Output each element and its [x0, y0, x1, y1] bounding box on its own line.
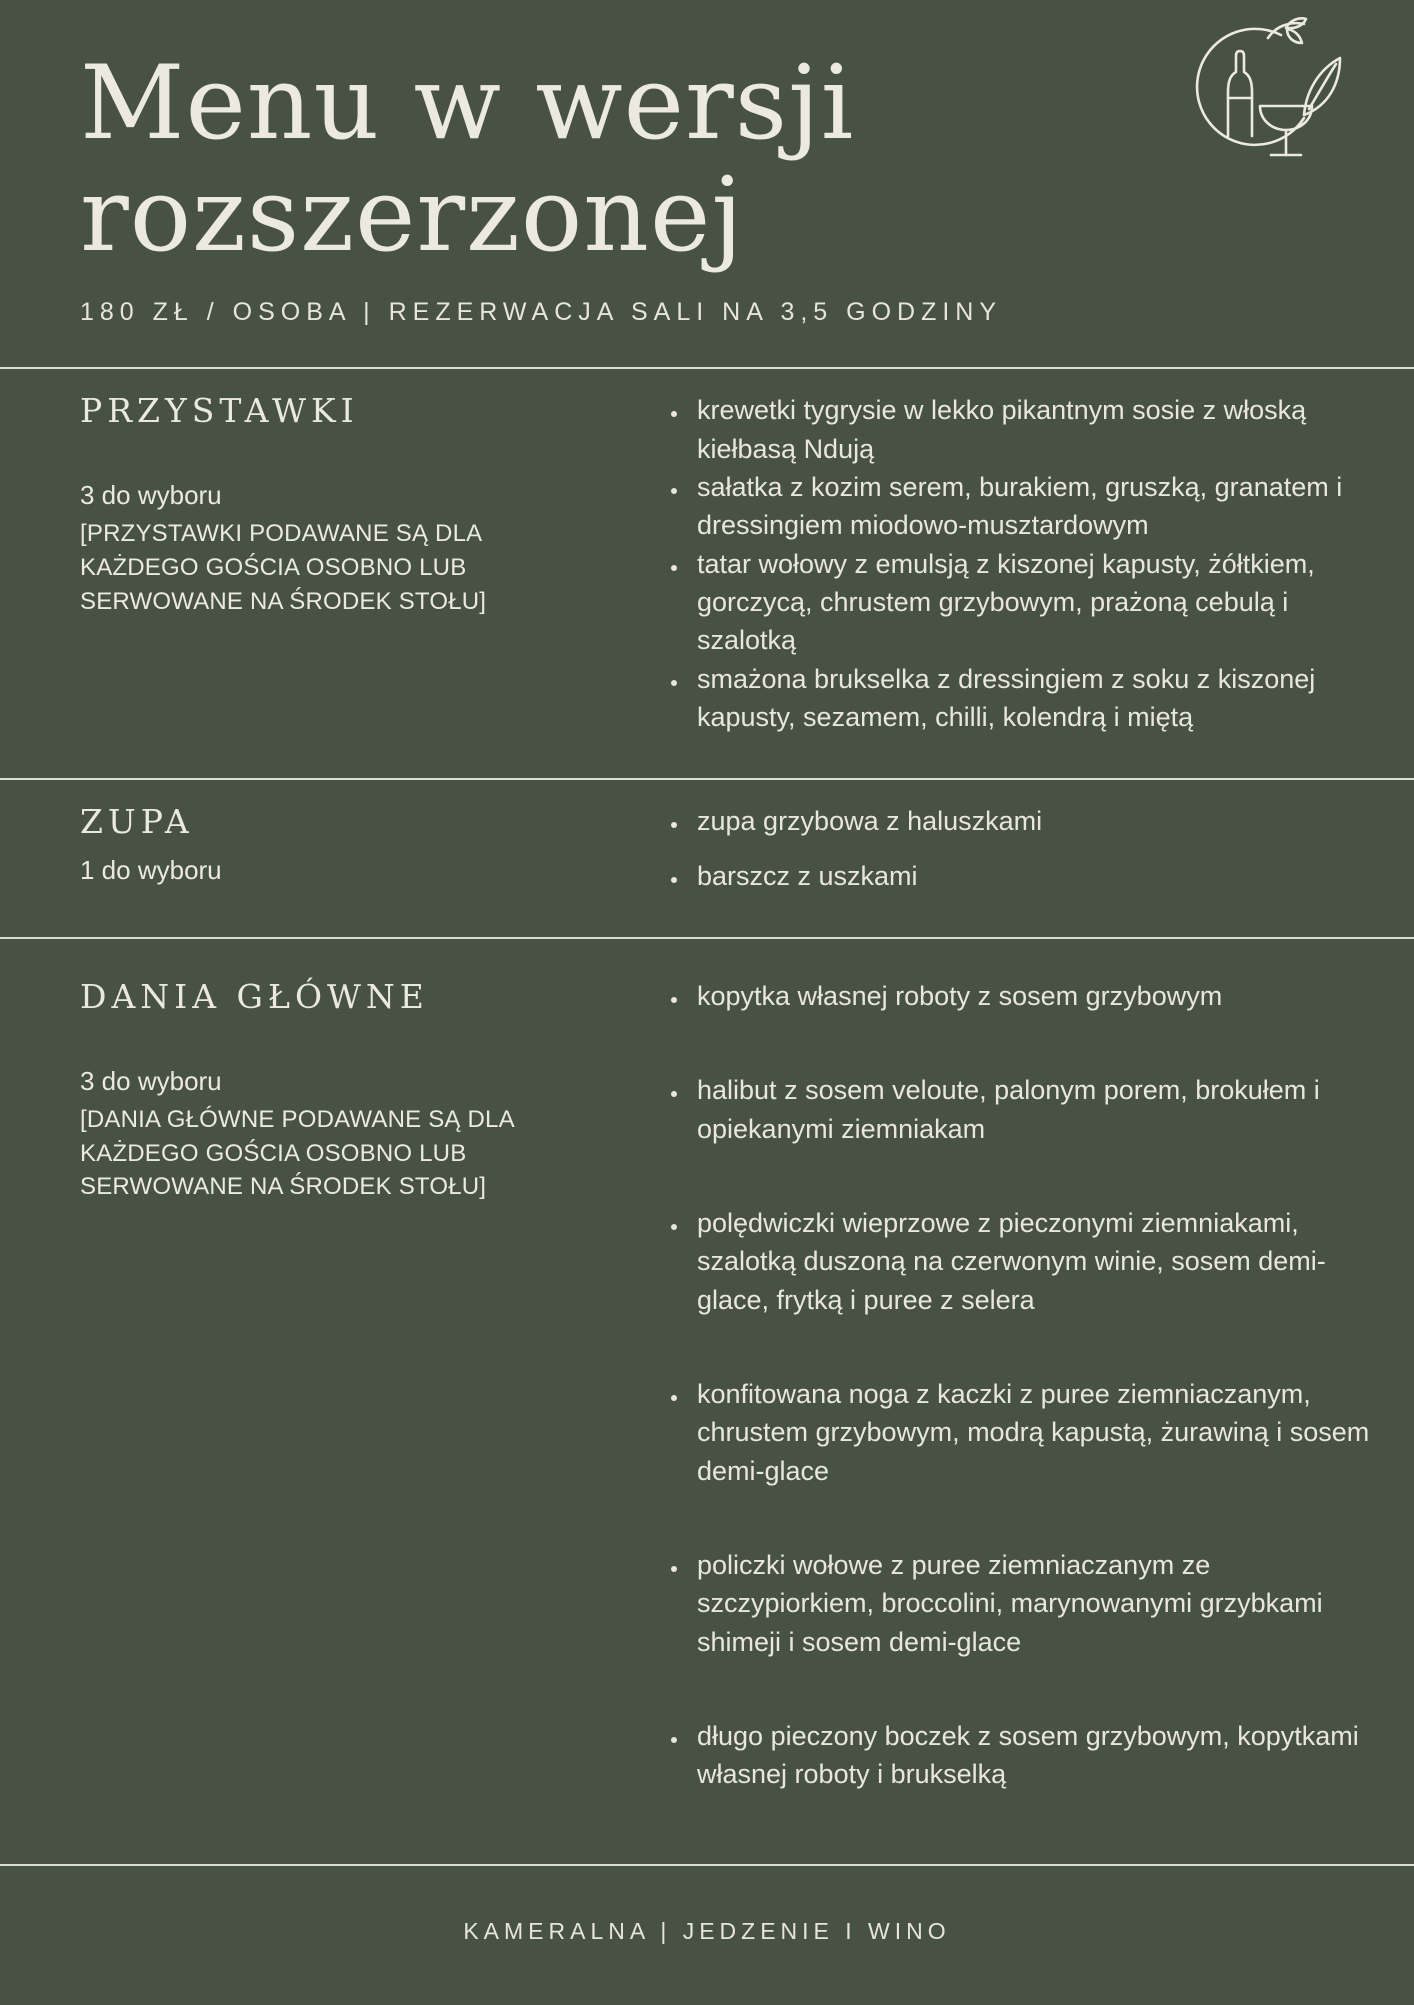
section-title-przystawki: PRZYSTAWKI [80, 391, 359, 431]
menu-item: • smażona brukselka z dressingiem z soku z kiszonej kapusty, sezamem, chilli, kolendrą i miętą [689, 660, 1374, 737]
page-subtitle: 180 ZŁ / OSOBA | REZERWACJA SALI NA 3,5 GODZINY [80, 298, 1003, 327]
menu-item: • długo pieczony boczek z sosem grzybowym, kopytkami własnej roboty i brukselką [689, 1717, 1374, 1794]
menu-sections [0, 367, 1414, 1863]
section-przystawki [0, 367, 1414, 778]
menu-item: • tatar wołowy z emulsją z kiszonej kapusty, żółtkiem, gorczycą, chrustem grzybowym, prażoną cebulą i szalotką [689, 545, 1374, 660]
menu-item: • krewetki tygrysie w lekko pikantnym sosie z włoską kiełbasą Ndują [689, 391, 1374, 468]
section-choice-przystawki: 3 do wyboru [80, 480, 222, 511]
section-przystawki-info [80, 391, 560, 736]
menu-item: • konfitowana noga z kaczki z puree ziemniaczanym, chrustem grzybowym, modrą kapustą, żurawiną i sosem demi-glace [689, 1375, 1374, 1490]
section-items-dania-glowne [655, 977, 1374, 1794]
footer-text: KAMERALNA | JEDZENIE I WINO [463, 1917, 951, 1944]
menu-item: • halibut z sosem veloute, palonym porem, brokułem i opiekanymi ziemniakam [689, 1071, 1374, 1148]
section-dania-info [80, 977, 560, 1794]
menu-item: • polędwiczki wieprzowe z pieczonymi ziemniakami, szalotką duszoną na czerwonym winie, sosem demi-glace, frytką i puree z selera [689, 1204, 1374, 1319]
section-choice-dania-glowne: 3 do wyboru [80, 1065, 222, 1096]
section-items-zupa [655, 802, 1374, 895]
section-note-przystawki: [PRZYSTAWKI PODAWANE SĄ DLA KAŻDEGO GOŚCIA OSOBNO LUB SERWOWANE NA ŚRODEK STOŁU] [80, 520, 487, 615]
menu-item: • policzki wołowe z puree ziemniaczanym ze szczypiorkiem, broccolini, marynowanymi grzybkami shimeji i sosem demi-glace [689, 1546, 1374, 1661]
section-items-przystawki [655, 391, 1374, 736]
section-zupa-info [80, 802, 560, 895]
page-title: Menu w wersji rozszerzonej [80, 44, 855, 276]
section-dania-glowne [0, 937, 1414, 1864]
menu-footer [0, 1864, 1414, 2005]
section-choice-zupa: 1 do wyboru [80, 855, 222, 886]
section-note-dania-glowne: [DANIA GŁÓWNE PODAWANE SĄ DLA KAŻDEGO GOŚCIA OSOBNO LUB SERWOWANE NA ŚRODEK STOŁU] [80, 1106, 514, 1201]
menu-item: • kopytka własnej roboty z sosem grzybowym [689, 977, 1374, 1015]
section-title-dania-glowne: DANIA GŁÓWNE [80, 976, 429, 1016]
menu-item: • zupa grzybowa z haluszkami [689, 802, 1374, 840]
section-title-zupa: ZUPA [80, 802, 194, 842]
menu-item: • barszcz z uszkami [689, 857, 1374, 895]
menu-item: • sałatka z kozim serem, burakiem, gruszką, granatem i dressingiem miodowo-musztardowym [689, 468, 1374, 545]
section-zupa [0, 778, 1414, 937]
menu-header [0, 0, 1414, 367]
wine-bottle-glass-leaf-icon [1168, 14, 1348, 164]
